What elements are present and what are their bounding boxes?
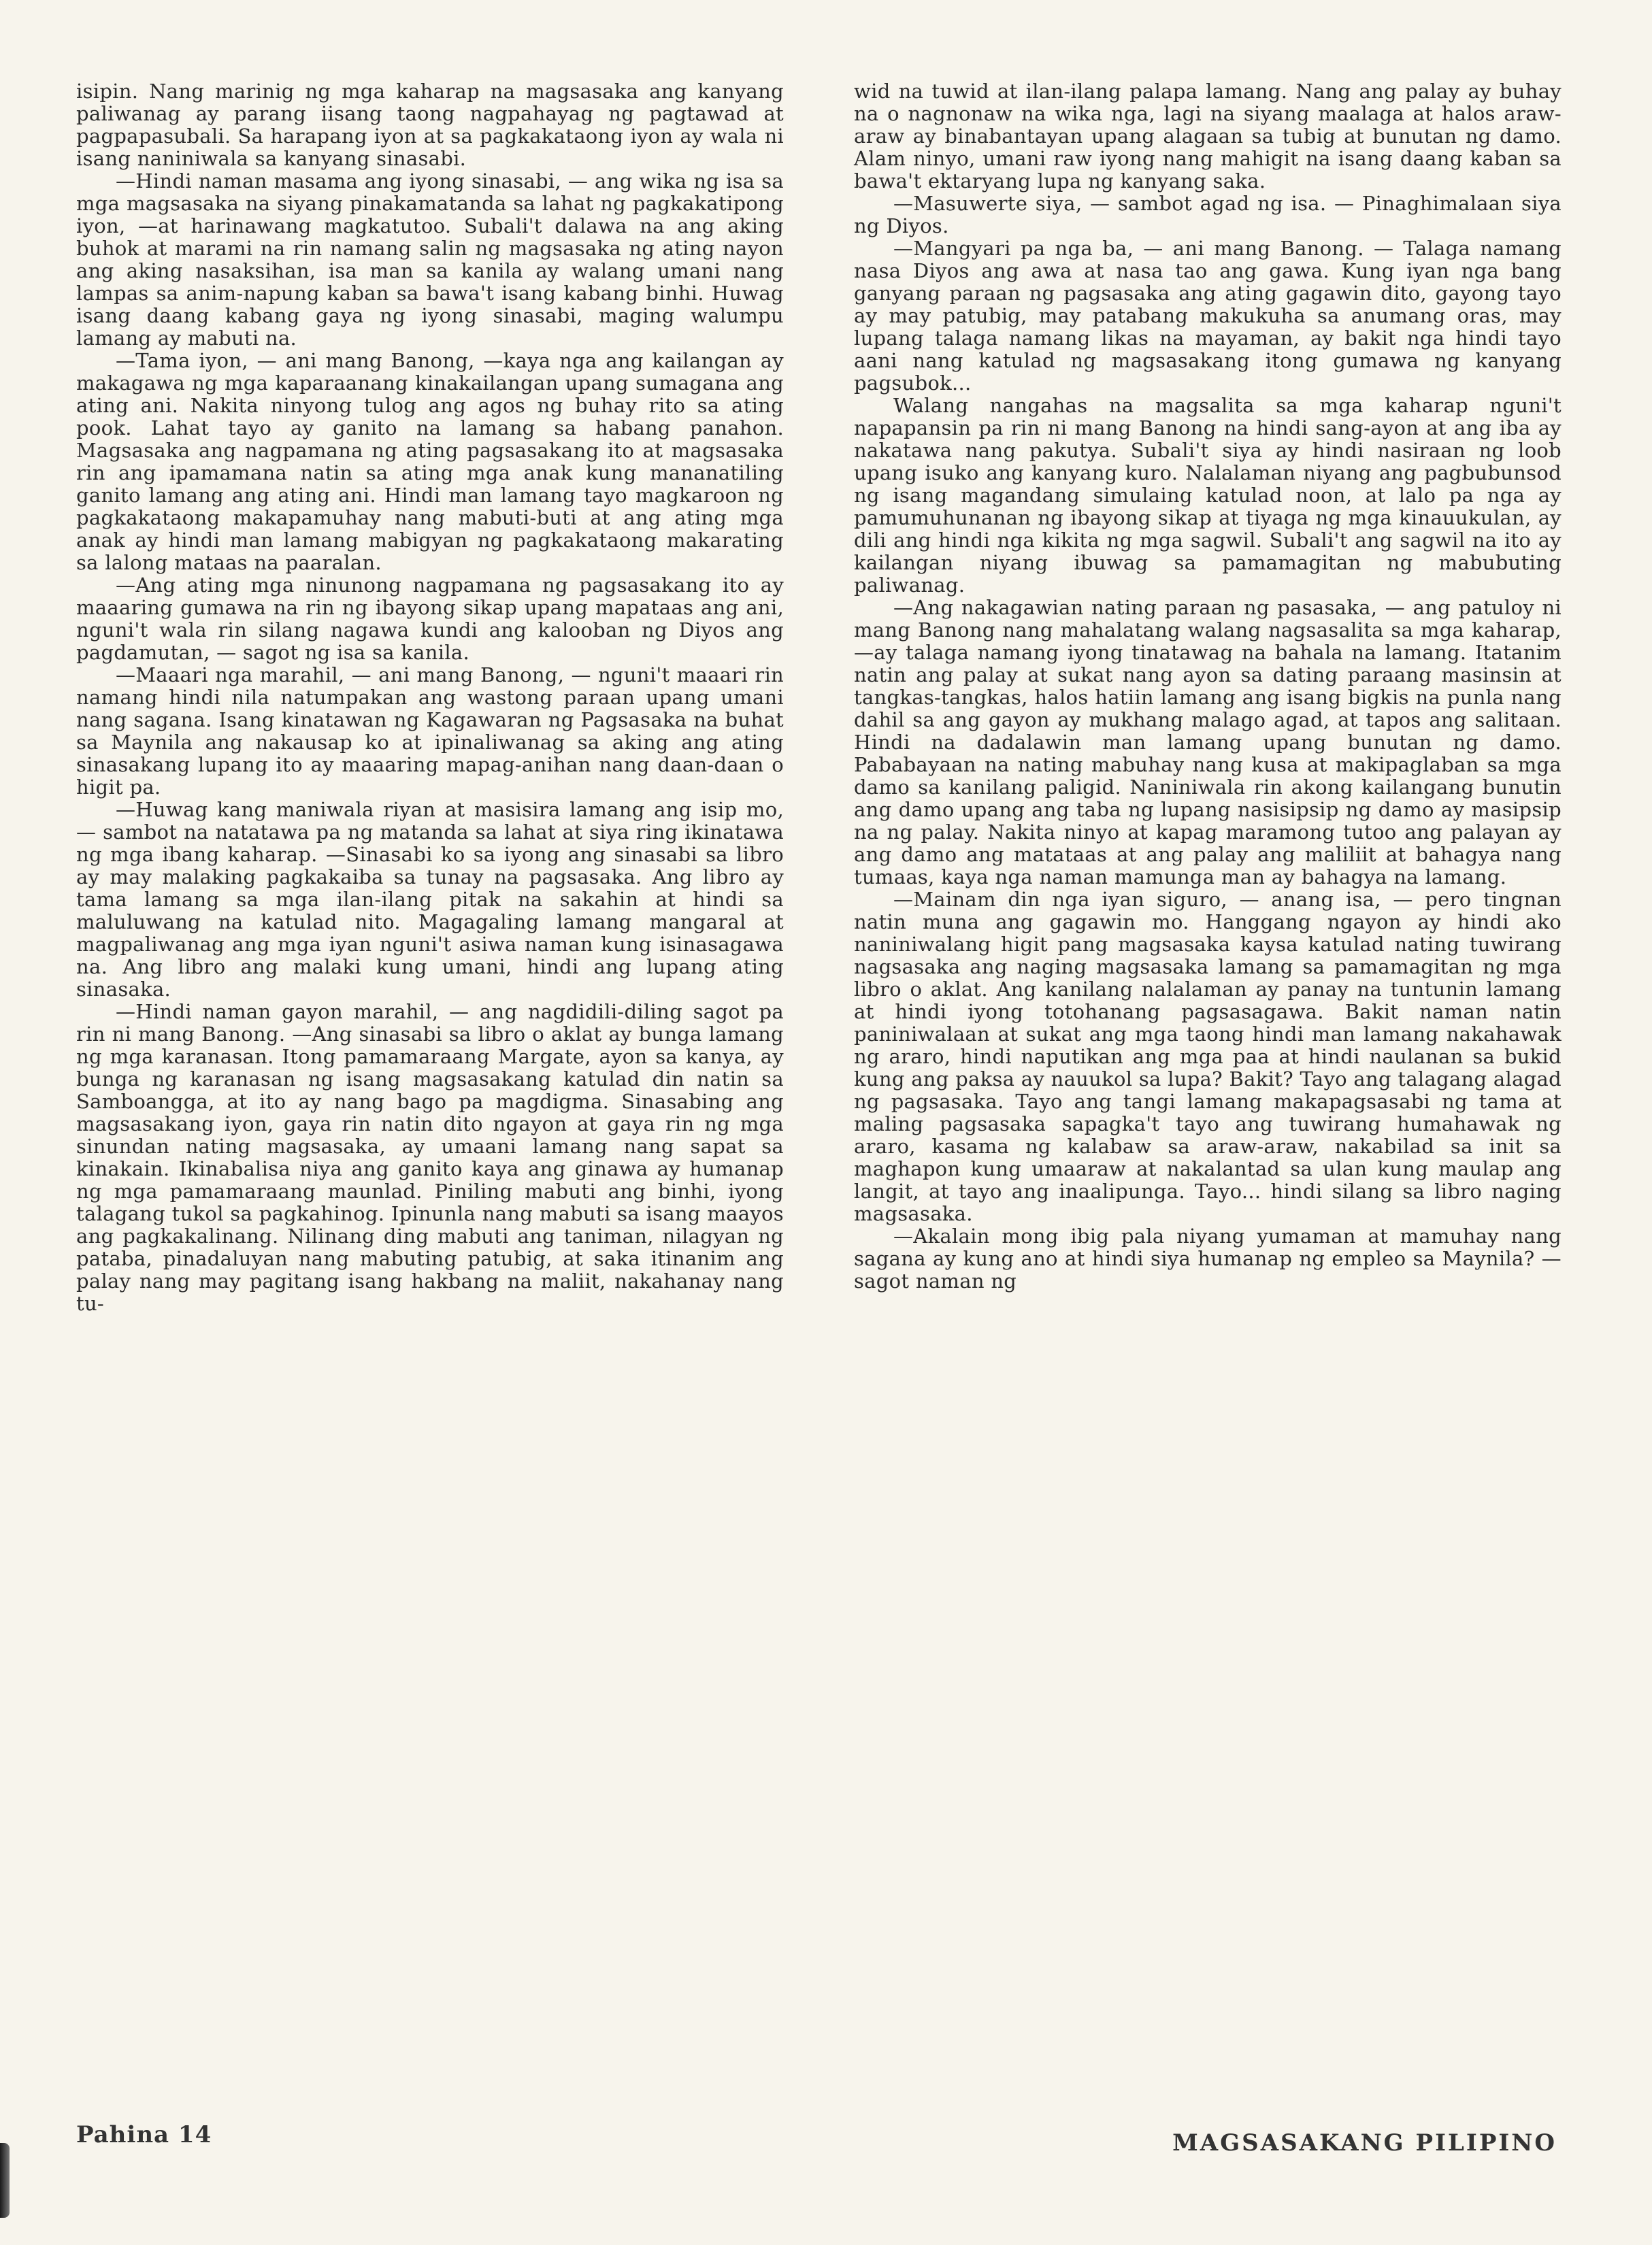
paragraph: —Ang ating mga ninunong nagpamana ng pagsasakang ito ay maaaring gumawa na rin ng ibayong sikap upang mapataas ang ani, nguni't wala rin silang nagawa kundi ang kalooban ng Diyos ang pagdamutan, — sagot ng isa sa kanila. (76, 573, 784, 664)
paragraph: —Masuwerte siya, — sambot agad ng isa. — Pinaghimalaan siya ng Diyos. (854, 192, 1562, 237)
page-number: Pahina 14 (76, 2121, 212, 2148)
paragraph: —Huwag kang maniwala riyan at masisira lamang ang isip mo, — sambot na natatawa pa ng matanda sa lahat at siya ring ikinatawa ng mga ibang kaharap. —Sinasabi ko sa iyong ang sinasabi sa libro ay may malaking pagkakaiba sa tunay na pagsasaka. Ang libro ay tama lamang sa mga ilan-ilang pitak na sakahin at hindi sa maluluwang na katulad nito. Magagaling lamang mangaral at magpaliwanag ang mga iyan nguni't asiwa naman kung isinasagawa na. Ang libro ang malaki kung umani, hindi ang lupang ating sinasaka. (76, 798, 784, 1001)
paragraph: —Maaari nga marahil, — ani mang Banong, — nguni't maaari rin namang hindi nila natumpakan ang wastong paraan upang umani nang sagana. Isang kinatawan ng Kagawaran ng Pagsasaka na buhat sa Maynila ang nakausap ko at ipinaliwanag sa aking ang ating sinasakang lupang ito ay maaaring mapag-anihan nang daan-daan o higit pa. (76, 663, 784, 799)
right-column (854, 80, 1562, 1293)
paragraph: —Tama iyon, — ani mang Banong, —kaya nga ang kailangan ay makagawa ng mga kaparaanang kinakailangan upang sumagana ang ating ani. Nakita ninyong tulog ang agos ng buhay rito sa ating pook. Lahat tayo ay ganito na lamang sa habang panahon. Magsasaka ang nagpamana ng ating pagsasakang ito at magsasaka rin ang ipamamana natin sa ating mga anak kung mananatiling ganito lamang ang ating ani. Hindi man lamang tayo magkaroon ng pagkakataong makapamuhay nang mabuti-buti at ang ating mga anak ay hindi man lamang mabigyan ng pagkakataong makarating sa lalong mataas na paaralan. (76, 349, 784, 574)
paragraph: —Akalain mong ibig pala niyang yumaman at mamuhay nang sagana ay kung ano at hindi siya humanap ng empleo sa Maynila? — sagot naman ng (854, 1225, 1562, 1293)
paragraph: —Hindi naman gayon marahil, — ang nagdidili-diling sagot pa rin ni mang Banong. —Ang sinasabi sa libro o aklat ay bunga lamang ng mga karanasan. Itong pamamaraang Margate, ayon sa kanya, ay bunga ng karanasan ng isang magsasakang katulad din natin sa Samboangga, at ito ay nang bago pa magdigma. Sinasabing ang magsasakang iyon, gaya rin natin dito ngayon at gaya rin ng mga sinundan nating magsasaka, ay umaani lamang nang sapat sa kinakain. Ikinabalisa niya ang ganito kaya ang ginawa ay humanap ng mga pamamaraang maunlad. Piniling mabuti ang binhi, iyong talagang tukol sa pagkahinog. Ipinunla nang mabuti sa isang maayos ang pagkakalinang. Nilinang ding mabuti ang taniman, nilagyan ng pataba, pinadaluyan nang mabuting patubig, at saka itinanim ang palay nang may pagitang isang hakbang na maliit, nakahanay nang tu- (76, 1000, 784, 1315)
left-column (76, 80, 784, 1315)
paragraph: Walang nangahas na magsalita sa mga kaharap nguni't napapansin pa rin ni mang Banong na hindi sang-ayon at ang iba ay nakatawa nang pakutya. Subali't siya ay hindi nasiraan ng loob upang isuko ang kanyang kuro. Nalalaman niyang ang pagbubunsod ng isang magandang simulaing katulad noon, at lalo pa nga ay pamumuhunanan ng ibayong sikap at tiyaga ng mga kinauukulan, ay dili ang hindi nga kikita ng mga sagwil. Subali't ang sagwil na ito ay kailangan niyang ibuwag sa pamamagitan ng mabubuting paliwanag. (854, 394, 1562, 597)
paragraph: —Mangyari pa nga ba, — ani mang Banong. — Talaga namang nasa Diyos ang awa at nasa tao ang gawa. Kung iyan nga bang ganyang paraan ng pagsasaka ang ating gagawin dito, gayong tayo ay may patubig, may patabang makukuha sa anumang oras, may lupang talaga namang likas na mayaman, ay bakit nga hindi tayo aani nang katulad ng magsasakang itong gumawa ng kanyang pagsubok... (854, 237, 1562, 395)
paragraph: wid na tuwid at ilan-ilang palapa lamang. Nang ang palay ay buhay na o nagnonaw na wika nga, lagi na siyang maalaga at halos araw-araw ay binabantayan upang alagaan sa tubig at bunutan ng damo. Alam ninyo, umani raw iyong nang mahigit na isang daang kaban sa bawa't ektaryang lupa ng kanyang saka. (854, 80, 1562, 193)
paragraph: isipin. Nang marinig ng mga kaharap na magsasaka ang kanyang paliwanag ay parang iisang taong nagpahayag ng pagtawad at pagpapasubali. Sa harapang iyon at sa pagkakataong iyon ay wala ni isang naniniwala sa kanyang sinasabi. (76, 80, 784, 170)
binding-shadow (0, 2143, 10, 2218)
paragraph: —Ang nakagawian nating paraan ng pasasaka, — ang patuloy ni mang Banong nang mahalatang walang nagsasalita sa mga kaharap, —ay talaga namang iyong tinatawag na bahala na lamang. Itatanim natin ang palay at sukat nang ayon sa dating paraang masinsin at tangkas-tangkas, halos hatiin lamang ang isang bigkis na punla nang dahil sa ang gayon ay mukhang malago agad, at tapos ang salitaan. Hindi na dadalawin man lamang upang bunutan ng damo. Pababayaan na nating mabuhay nang kusa at makipaglaban sa mga damo sa kanilang paligid. Naniniwala rin akong kailangang bunutin ang damo upang ang taba ng lupang nasisipsip ng damo ay masipsip na ng palay. Nakita ninyo at kapag maramong tutoo ang palayan ay ang damo ang matataas at ang palay ang maliliit at bahagya nang tumaas, kaya nga naman mamunga man ay bahagya na lamang. (854, 596, 1562, 888)
paragraph: —Hindi naman masama ang iyong sinasabi, — ang wika ng isa sa mga magsasaka na siyang pinakamatanda sa lahat ng pagkakatipong iyon, —at harinawang magkatutoo. Subali't dalawa na ang aking buhok at marami na rin namang salin ng magsasaka ng ating nayon ang aking nasaksihan, isa man sa kanila ay walang umani nang lampas sa anim-napung kaban sa bawa't isang kabang binhi. Huwag isang daang kabang gaya ng iyong sinasabi, maging walumpu lamang ay mabuti na. (76, 169, 784, 350)
paragraph: —Mainam din nga iyan siguro, — anang isa, — pero tingnan natin muna ang gagawin mo. Hanggang ngayon ay hindi ako naniniwalang higit pang magsasaka kaysa katulad nating tuwirang nagsasaka ang naging magsasaka lamang sa pamamagitan ng mga libro o aklat. Ang kanilang nalalaman ay panay na tuntunin lamang at hindi iyong totohanang pagsasagawa. Bakit naman natin paniniwalaan at sukat ang mga taong hindi man lamang nakahawak ng araro, hindi naputikan ang mga paa at hindi naulanan sa bukid kung ang paksa ay nauukol sa lupa? Bakit? Tayo ang talagang alagad ng pagsasaka. Tayo ang tangi lamang makapagsasabi ng tama at maling pagsasaka sapagka't tayo ang tuwirang humahawak ng araro, kasama ng kalabaw sa araw-araw, nakabilad sa init sa maghapon kung umaaraw at nakalantad sa ulan kung maulap ang langit, at tayo ang inaalipunga. Tayo... hindi silang sa libro naging magsasaka. (854, 888, 1562, 1225)
publication-title: MAGSASAKANG PILIPINO (1172, 2129, 1557, 2157)
